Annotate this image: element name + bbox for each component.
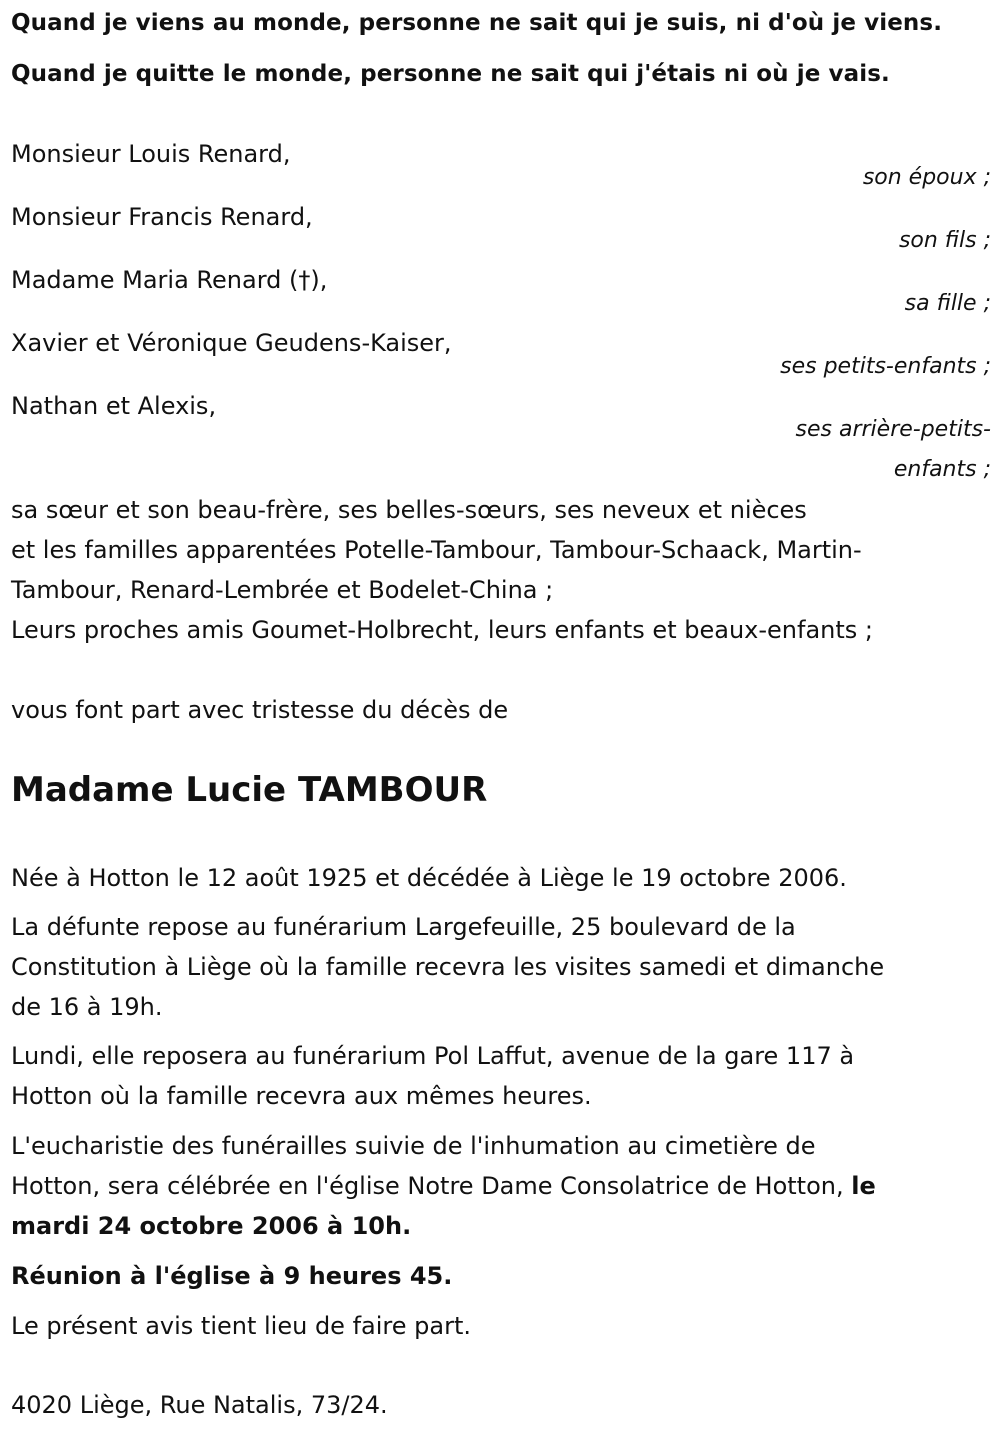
funeral-line-1: L'eucharistie des funérailles suivie de l'inhumation au cimetière de <box>11 1132 816 1160</box>
rest-place-1-line-2: Constitution à Liège où la famille recevra les visites samedi et dimanche <box>11 953 885 981</box>
relative-name-2: Monsieur Francis Renard, <box>11 203 313 231</box>
announcement-text: vous font part avec tristesse du décès de <box>11 696 509 724</box>
birth-death-text: Née à Hotton le 12 août 1925 et décédée à Liège le 19 octobre 2006. <box>11 864 847 892</box>
relative-role-5-line-2: enfants ; <box>893 457 991 482</box>
address-text: 4020 Liège, Rue Natalis, 73/24. <box>11 1391 388 1419</box>
family-line-4: Leurs proches amis Goumet-Holbrecht, leurs enfants et beaux-enfants ; <box>11 616 873 644</box>
relative-role-2: son fils ; <box>898 228 991 253</box>
relative-role-4: ses petits-enfants ; <box>780 354 991 379</box>
meeting-time: Réunion à l'église à 9 heures 45. <box>11 1262 453 1290</box>
funeral-date: mardi 24 octobre 2006 à 10h. <box>11 1212 412 1240</box>
epigraph-line-1: Quand je viens au monde, personne ne sait qui je suis, ni d'où je viens. <box>11 10 943 36</box>
funeral-line-2-text: Hotton, sera célébrée en l'église Notre Dame Consolatrice de Hotton, <box>11 1172 844 1200</box>
deceased-name: Madame Lucie TAMBOUR <box>11 770 488 810</box>
funeral-date-prefix: le <box>851 1172 876 1200</box>
relative-name-4: Xavier et Véronique Geudens-Kaiser, <box>11 329 452 357</box>
rest-place-2-line-2: Hotton où la famille recevra aux mêmes heures. <box>11 1082 592 1110</box>
funeral-line-2 <box>11 1172 876 1200</box>
family-line-3: Tambour, Renard-Lembrée et Bodelet-China ; <box>11 576 554 604</box>
epigraph-line-2: Quand je quitte le monde, personne ne sait qui j'étais ni où je vais. <box>11 61 890 87</box>
relative-name-3: Madame Maria Renard (†), <box>11 266 328 294</box>
relative-name-5: Nathan et Alexis, <box>11 392 217 420</box>
family-line-1: sa sœur et son beau-frère, ses belles-sœurs, ses neveux et nièces <box>11 496 807 524</box>
rest-place-1-line-3: de 16 à 19h. <box>11 993 163 1021</box>
relative-name-1: Monsieur Louis Renard, <box>11 140 291 168</box>
relative-role-1: son époux ; <box>862 165 991 190</box>
relative-role-5-line-1: ses arrière-petits- <box>795 417 991 442</box>
notice-text: Le présent avis tient lieu de faire part. <box>11 1312 471 1340</box>
relative-role-3: sa fille ; <box>904 291 991 316</box>
rest-place-1-line-1: La défunte repose au funérarium Largefeuille, 25 boulevard de la <box>11 913 796 941</box>
family-line-2: et les familles apparentées Potelle-Tambour, Tambour-Schaack, Martin- <box>11 536 862 564</box>
rest-place-2-line-1: Lundi, elle reposera au funérarium Pol Laffut, avenue de la gare 117 à <box>11 1042 855 1070</box>
